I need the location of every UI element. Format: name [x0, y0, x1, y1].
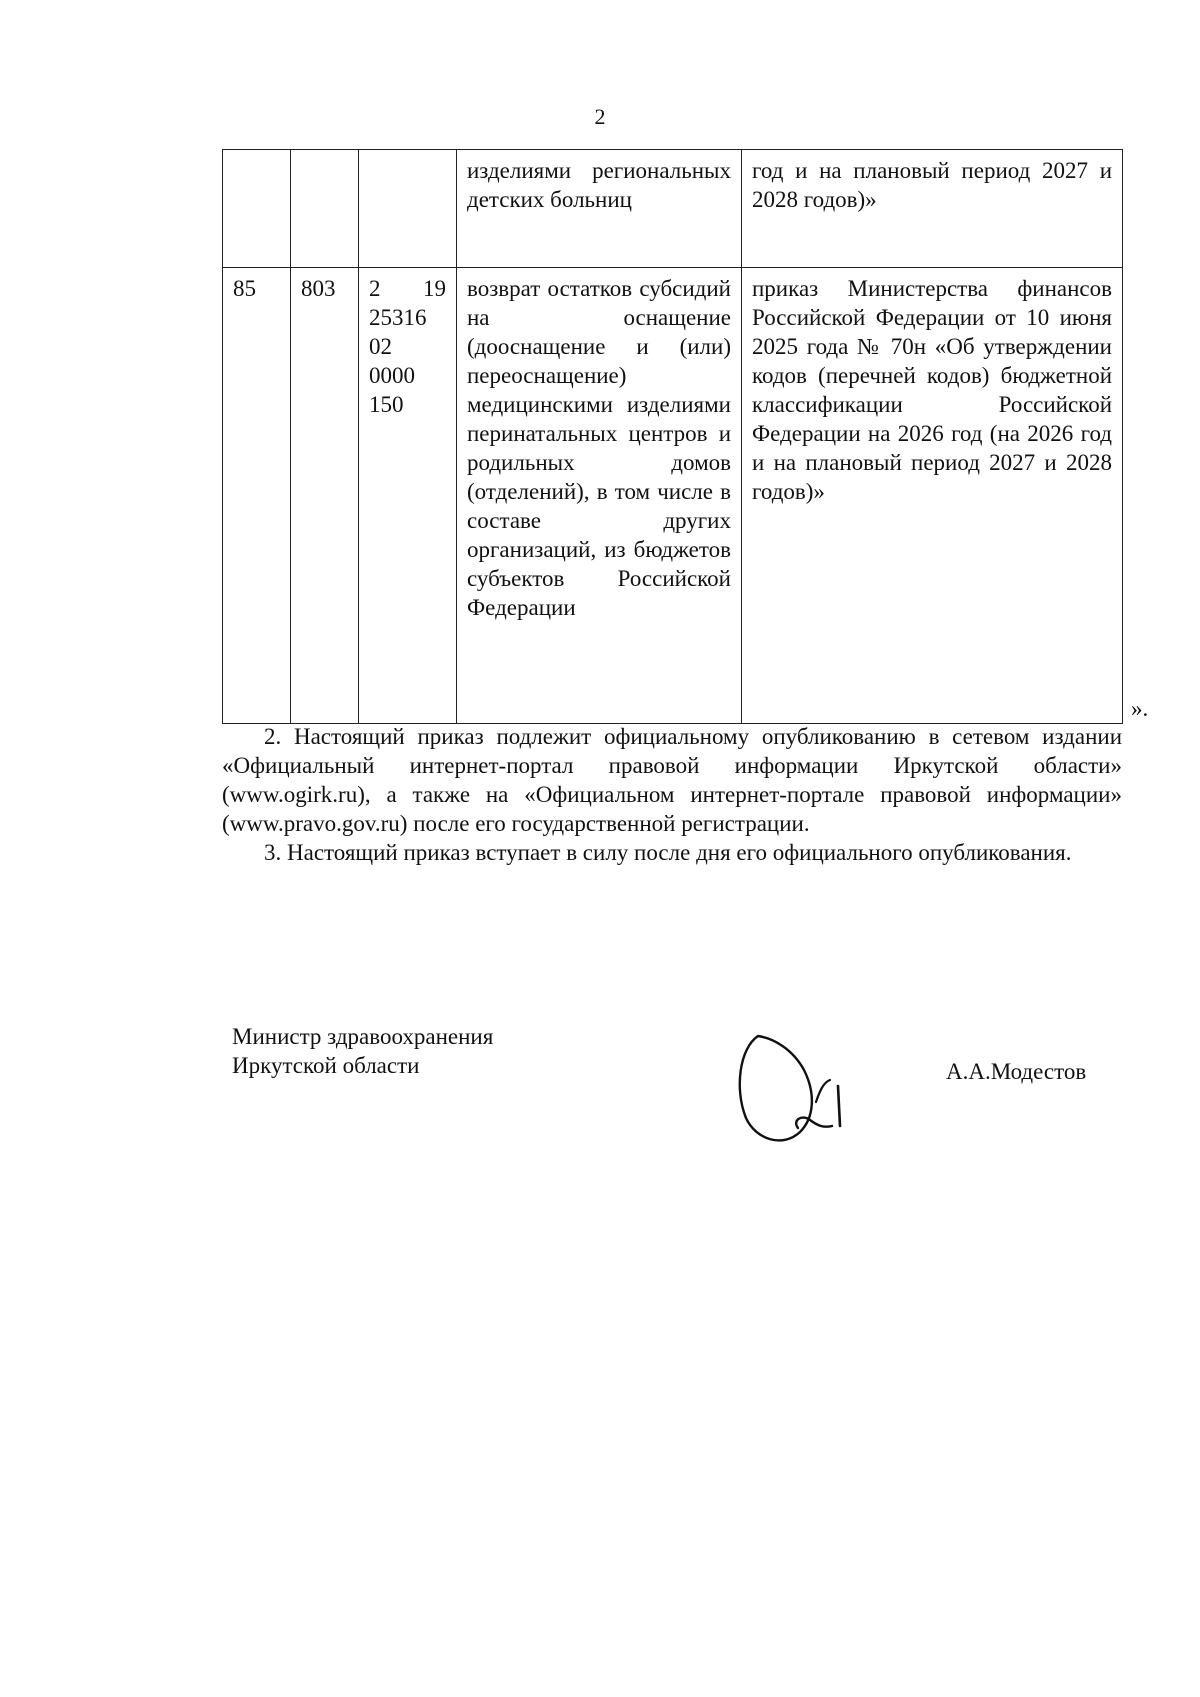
handwritten-signature [728, 1028, 858, 1158]
budget-codes-table [222, 149, 1123, 724]
table-row [223, 268, 1123, 724]
cell-number: 85 [223, 268, 291, 724]
kbk-line: 0000 [369, 363, 415, 388]
table-row [223, 150, 1123, 268]
table-closing-quote: ». [1131, 696, 1149, 721]
kbk-first-line [369, 274, 446, 303]
cell-admin-code [291, 150, 359, 268]
kbk-part: 2 [369, 276, 381, 301]
page-number: 2 [594, 104, 606, 129]
cell-description: возврат остатков субсидий на оснащение (дооснащение и (или) переоснащение) медицинскими изделиями перинатальных центров и родильных домов (отделений), в том числе в составе других организаций, из бюджетов субъектов Российской Федерации [457, 268, 742, 724]
signatory-title [232, 1022, 493, 1080]
paragraph-entry-into-force: 3. Настоящий приказ вступает в силу после дня его официального опубликования. [264, 840, 1072, 865]
signatory-title-line: Иркутской области [232, 1053, 420, 1078]
cell-kbk [359, 150, 457, 268]
kbk-line: 02 [369, 334, 392, 359]
cell-document: год и на плановый период 2027 и 2028 годов)» [742, 150, 1123, 268]
kbk-line: 150 [369, 392, 404, 417]
cell-admin-code: 803 [291, 268, 359, 724]
signature-tail [796, 1118, 832, 1128]
cell-number [223, 150, 291, 268]
signature-hook [816, 1080, 830, 1102]
cell-description: изделиями региональных детских больниц [457, 150, 742, 268]
kbk-part: 19 [423, 276, 446, 301]
cell-document: приказ Министерства финансов Российской Федерации от 10 июня 2025 года № 70н «Об утверждении кодов (перечней кодов) бюджетной классификации Российской Федерации на 2026 год (на 2026 год и на плановый период 2027 и 2028 годов)» [742, 268, 1123, 724]
kbk-line: 25316 [369, 305, 427, 330]
signature-stroke [838, 1086, 840, 1126]
signatory-name: А.А.Модестов [946, 1059, 1087, 1084]
cell-kbk [359, 268, 457, 724]
signature-loop [740, 1036, 812, 1140]
paragraph-publication: 2. Настоящий приказ подлежит официальному опубликованию в сетевом издании «Официальный интернет-портал правовой информации Иркутской области» (www.ogirk.ru), а также на «Официальном интернет-портале правовой информации» (www.pravo.gov.ru) после его государственной регистрации. [222, 724, 1122, 836]
order-paragraphs [222, 722, 1122, 867]
signatory-title-line: Министр здравоохранения [232, 1024, 494, 1049]
